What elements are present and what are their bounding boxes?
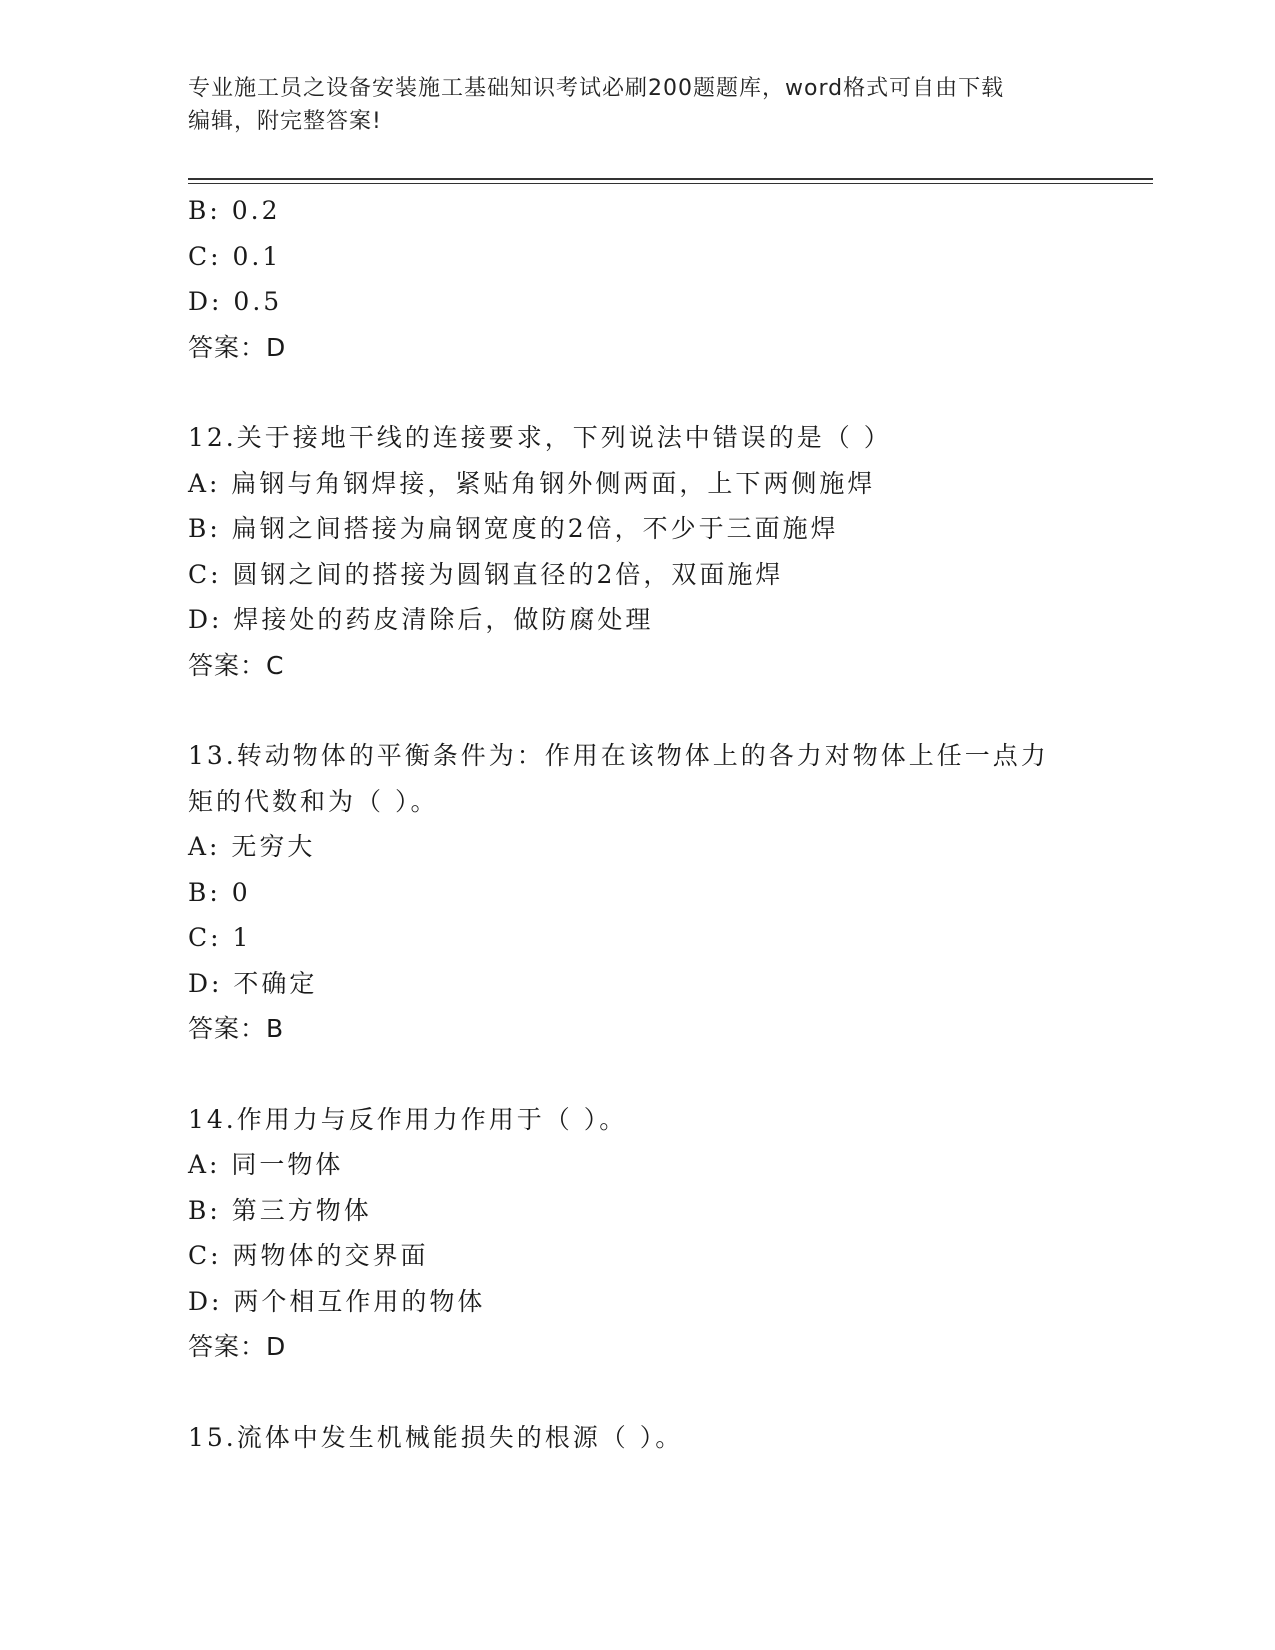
spacer [188,370,1088,415]
option-b: B: 扁钢之间搭接为扁钢宽度的2倍，不少于三面施焊 [188,514,839,543]
question-11-block [188,188,1088,370]
question-12-block [188,415,1088,688]
question-14-block [188,1097,1088,1370]
option-a: A: 无穷大 [188,832,316,861]
option-d: D: 两个相互作用的物体 [188,1286,486,1316]
option-d: D: 不确定 [188,968,318,998]
question-13-block [188,733,1088,1052]
option-d: D: 焊接处的药皮清除后，做防腐处理 [188,605,654,634]
question-text-line-1: 13.转动物体的平衡条件为：作用在该物体上的各力对物体上任一点力 [188,741,1049,770]
option-d: D: 0.5 [188,287,283,316]
document-body [188,188,1088,1460]
option-b: B: 第三方物体 [188,1195,372,1225]
answer-line: 答案：D [188,332,287,362]
option-c: C: 两物体的交界面 [188,1241,429,1270]
header-title-line-1: 专业施工员之设备安装施工基础知识考试必刷200题题库，word格式可自由下载 [188,76,1005,101]
spacer [188,1370,1088,1415]
header-divider-thick [188,178,1153,180]
spacer [188,1052,1088,1097]
option-a: A: 同一物体 [188,1150,344,1179]
option-c: C: 圆钢之间的搭接为圆钢直径的2倍，双面施焊 [188,559,784,589]
answer-line: 答案：D [188,1332,287,1361]
question-text: 15.流体中发生机械能损失的根源（ ）。 [188,1422,684,1452]
option-a: A: 扁钢与角钢焊接，紧贴角钢外侧两面，上下两侧施焊 [188,468,876,498]
answer-line: 答案：B [188,1014,285,1043]
answer-line: 答案：C [188,650,285,680]
spacer [188,688,1088,733]
question-text: 14.作用力与反作用力作用于（ ）。 [188,1104,628,1134]
header-title-line-2: 编辑，附完整答案! [188,109,382,134]
question-15-block [188,1415,1088,1461]
question-text: 12.关于接地干线的连接要求，下列说法中错误的是（ ） [188,423,892,452]
document-header [188,72,1068,138]
option-b: B: 0.2 [188,196,281,225]
question-text-line-2: 矩的代数和为（ ）。 [188,786,439,816]
option-b: B: 0 [188,877,251,907]
option-c: C: 1 [188,923,252,952]
option-c: C: 0.1 [188,241,282,271]
header-divider-thin [188,183,1153,184]
